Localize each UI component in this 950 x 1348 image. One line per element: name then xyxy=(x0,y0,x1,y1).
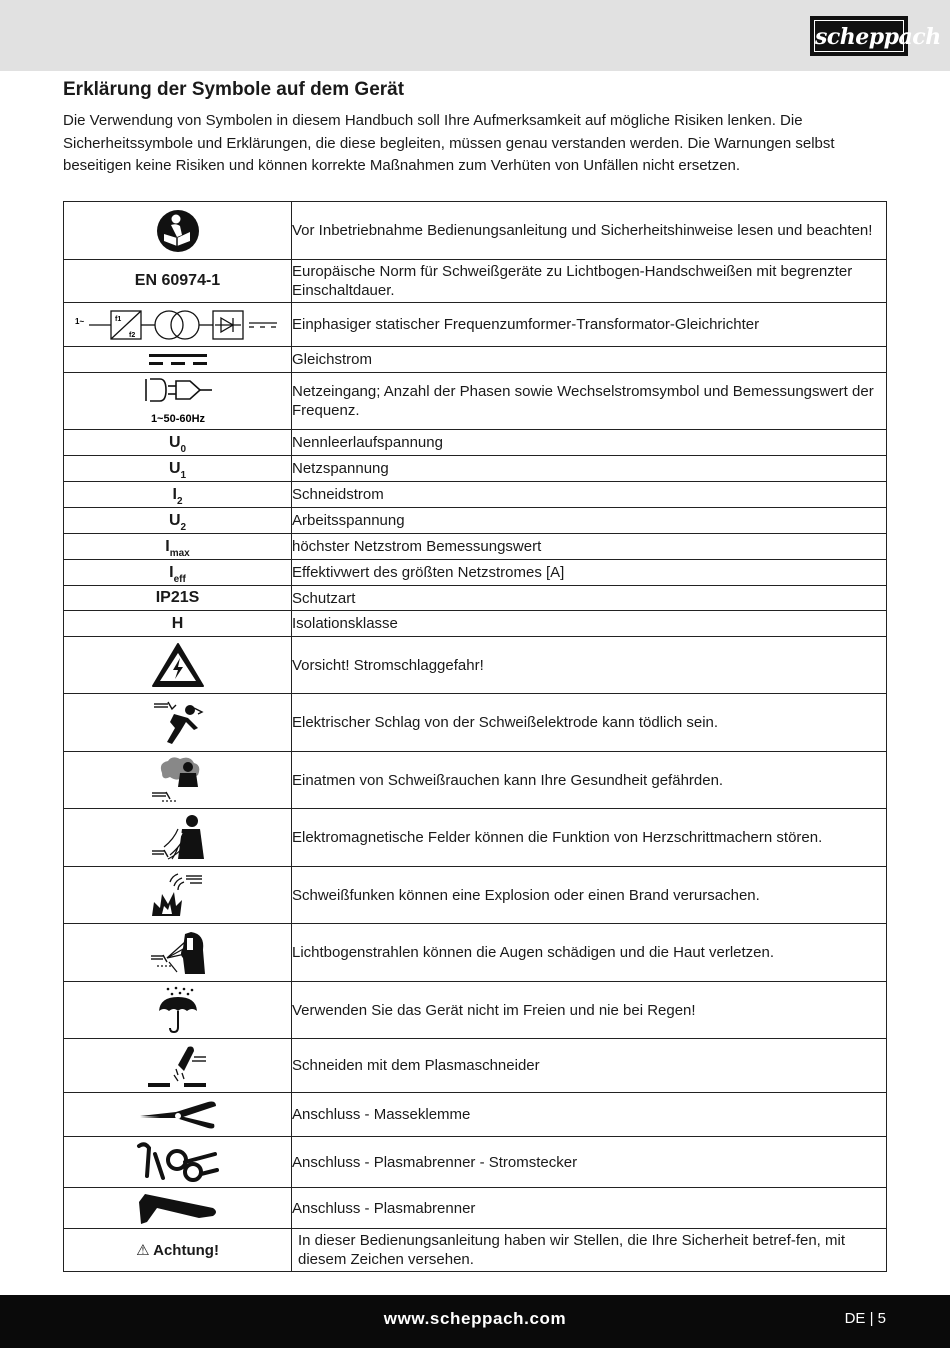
description-cell: Verwenden Sie das Gerät nicht im Freien und nie bei Regen! xyxy=(292,982,887,1039)
symbol-cell xyxy=(64,347,292,373)
table-row xyxy=(64,347,887,373)
table-row xyxy=(64,809,887,867)
welding-fumes-icon xyxy=(148,755,208,805)
mains-rating-label: 1~50-60Hz xyxy=(150,413,205,425)
description-cell: Schneidstrom xyxy=(292,482,887,508)
table-row xyxy=(64,694,887,752)
attention-label: ⚠ Achtung! xyxy=(136,1241,219,1259)
table-row xyxy=(64,303,887,347)
symbol-cell xyxy=(64,534,292,560)
symbol-subscript: 0 xyxy=(180,443,187,455)
symbol-cell xyxy=(64,611,292,637)
symbol-base: U xyxy=(168,459,181,477)
table-row xyxy=(64,1188,887,1229)
table-row xyxy=(64,456,887,482)
table-row xyxy=(64,611,887,637)
description-cell: Netzeingang; Anzahl der Phasen sowie Wechselstromsymbol und Bemessungswert der Frequenz. xyxy=(292,373,887,430)
symbol-subscript: 1 xyxy=(180,469,187,481)
plasma-torch-icon xyxy=(135,1190,221,1226)
table-row xyxy=(64,260,887,303)
no-rain-umbrella-icon xyxy=(156,985,200,1035)
description-cell: Isolationsklasse xyxy=(292,611,887,637)
symbol-subscript: max xyxy=(169,547,190,559)
symbol-base: I xyxy=(165,537,170,555)
description-cell: Schweißfunken können eine Explosion oder einen Brand verursachen. xyxy=(292,867,887,924)
symbol-cell xyxy=(64,1137,292,1188)
table-row xyxy=(64,1137,887,1188)
table-row xyxy=(64,867,887,924)
description-cell: Vorsicht! Stromschlaggefahr! xyxy=(292,637,887,694)
symbol-subscript: eff xyxy=(173,573,186,585)
description-cell: Vor Inbetriebnahme Bedienungsanleitung und Sicherheitshinweise lesen und beachten! xyxy=(292,202,887,260)
table-row xyxy=(64,982,887,1039)
description-cell: Gleichstrom xyxy=(292,347,887,373)
table-row xyxy=(64,430,887,456)
table-row xyxy=(64,373,887,430)
f2-label: f2 xyxy=(128,331,135,339)
description-cell: Nennleerlaufspannung xyxy=(292,430,887,456)
brand-logo-text: scheppach xyxy=(814,20,904,52)
description-cell: Effektivwert des größten Netzstromes [A] xyxy=(292,560,887,586)
symbol-cell xyxy=(64,482,292,508)
f1-label: f1 xyxy=(114,315,121,323)
symbol-subscript: 2 xyxy=(176,495,183,507)
description-cell: Elektrischer Schlag von der Schweißelektrode kann tödlich sein. xyxy=(292,694,887,752)
symbol-cell xyxy=(64,1229,292,1272)
website-link[interactable]: www.scheppach.com xyxy=(383,1309,567,1328)
table-row xyxy=(64,560,887,586)
symbol-base: U xyxy=(168,511,181,529)
description-cell: Einphasiger statischer Frequenzumformer-Transformator-Gleichrichter xyxy=(292,303,887,347)
symbol-cell xyxy=(64,982,292,1039)
description-cell: In dieser Bedienungsanleitung haben wir Stellen, die Ihre Sicherheit betref-fen, mit diesem Zeichen versehen. xyxy=(292,1229,887,1272)
protection-class-label: IP21S xyxy=(155,589,200,606)
symbol-cell xyxy=(64,1093,292,1137)
page-title: Erklärung der Symbole auf dem Gerät xyxy=(63,79,405,100)
insulation-class-label: H xyxy=(171,614,184,632)
description-cell: Schutzart xyxy=(292,586,887,611)
direct-current-icon xyxy=(147,351,209,369)
intro-paragraph: Die Verwendung von Symbolen in diesem Handbuch soll Ihre Aufmerksamkeit auf mögliche Risiken lenken. Die Sicherheitssymbole und Erklärungen, die diese begleiten, müssen genau verstanden werden. Die Warnungen selbst beseitigen keine Risiken und können korrekte Maßnahmen zum Verhüten von Unfällen nicht ersetzen. xyxy=(63,112,835,174)
table-row xyxy=(64,1229,887,1272)
symbol-cell xyxy=(64,924,292,982)
symbol-cell xyxy=(64,809,292,867)
table-row xyxy=(64,637,887,694)
symbol-cell xyxy=(64,560,292,586)
table-row xyxy=(64,752,887,809)
mains-plug-icon xyxy=(138,375,218,427)
ground-clamp-icon xyxy=(136,1098,220,1132)
description-cell: Einatmen von Schweißrauchen kann Ihre Gesundheit gefährden. xyxy=(292,752,887,809)
symbol-table xyxy=(63,201,887,1272)
table-row xyxy=(64,482,887,508)
description-cell: Elektromagnetische Felder können die Funktion von Herzschrittmachern stören. xyxy=(292,809,887,867)
page-number: DE | 5 xyxy=(844,1310,886,1327)
read-manual-icon xyxy=(155,208,201,254)
symbol-cell xyxy=(64,752,292,809)
electric-shock-warning-icon xyxy=(150,641,206,689)
brand-logo xyxy=(810,16,941,56)
symbol-cell xyxy=(64,694,292,752)
norm-label: EN 60974-1 xyxy=(134,272,221,289)
symbol-cell xyxy=(64,586,292,611)
symbol-cell xyxy=(64,1188,292,1229)
symbol-cell xyxy=(64,456,292,482)
electrode-shock-icon xyxy=(150,698,206,748)
description-cell: höchster Netzstrom Bemessungswert xyxy=(292,534,887,560)
symbol-subscript: 2 xyxy=(180,521,187,533)
torch-plug-icon xyxy=(135,1140,221,1184)
symbol-base: I xyxy=(169,563,174,581)
table-row xyxy=(64,586,887,611)
symbol-cell xyxy=(64,303,292,347)
input-phase-label: 1~ xyxy=(74,316,84,326)
frequency-converter-transformer-rectifier-icon xyxy=(73,307,283,343)
description-cell: Anschluss - Plasmabrenner - Stromstecker xyxy=(292,1137,887,1188)
symbol-cell xyxy=(64,637,292,694)
symbol-cell xyxy=(64,1039,292,1093)
sparks-explosion-icon xyxy=(148,870,208,920)
symbol-cell xyxy=(64,202,292,260)
description-cell: Netzspannung xyxy=(292,456,887,482)
electromagnetic-field-icon xyxy=(148,813,208,863)
description-cell: Arbeitsspannung xyxy=(292,508,887,534)
table-row xyxy=(64,202,887,260)
table-row xyxy=(64,508,887,534)
symbol-cell xyxy=(64,508,292,534)
header-bar xyxy=(0,0,950,71)
description-cell: Schneiden mit dem Plasmaschneider xyxy=(292,1039,887,1093)
symbol-base: I xyxy=(172,485,177,503)
table-row xyxy=(64,1093,887,1137)
plasma-cutting-icon xyxy=(138,1043,218,1089)
table-row xyxy=(64,534,887,560)
symbol-base: U xyxy=(168,433,181,451)
description-cell: Anschluss - Plasmabrenner xyxy=(292,1188,887,1229)
symbol-cell xyxy=(64,867,292,924)
table-row xyxy=(64,1039,887,1093)
description-cell: Anschluss - Masseklemme xyxy=(292,1093,887,1137)
arc-rays-icon xyxy=(147,928,209,978)
footer-bar xyxy=(0,1295,950,1348)
symbol-cell xyxy=(64,430,292,456)
description-cell: Lichtbogenstrahlen können die Augen schädigen und die Haut verletzen. xyxy=(292,924,887,982)
symbol-cell xyxy=(64,260,292,303)
table-row xyxy=(64,924,887,982)
description-cell: Europäische Norm für Schweißgeräte zu Lichtbogen-Handschweißen mit begrenzter Einschaltdauer. xyxy=(292,260,887,303)
symbol-cell xyxy=(64,373,292,430)
